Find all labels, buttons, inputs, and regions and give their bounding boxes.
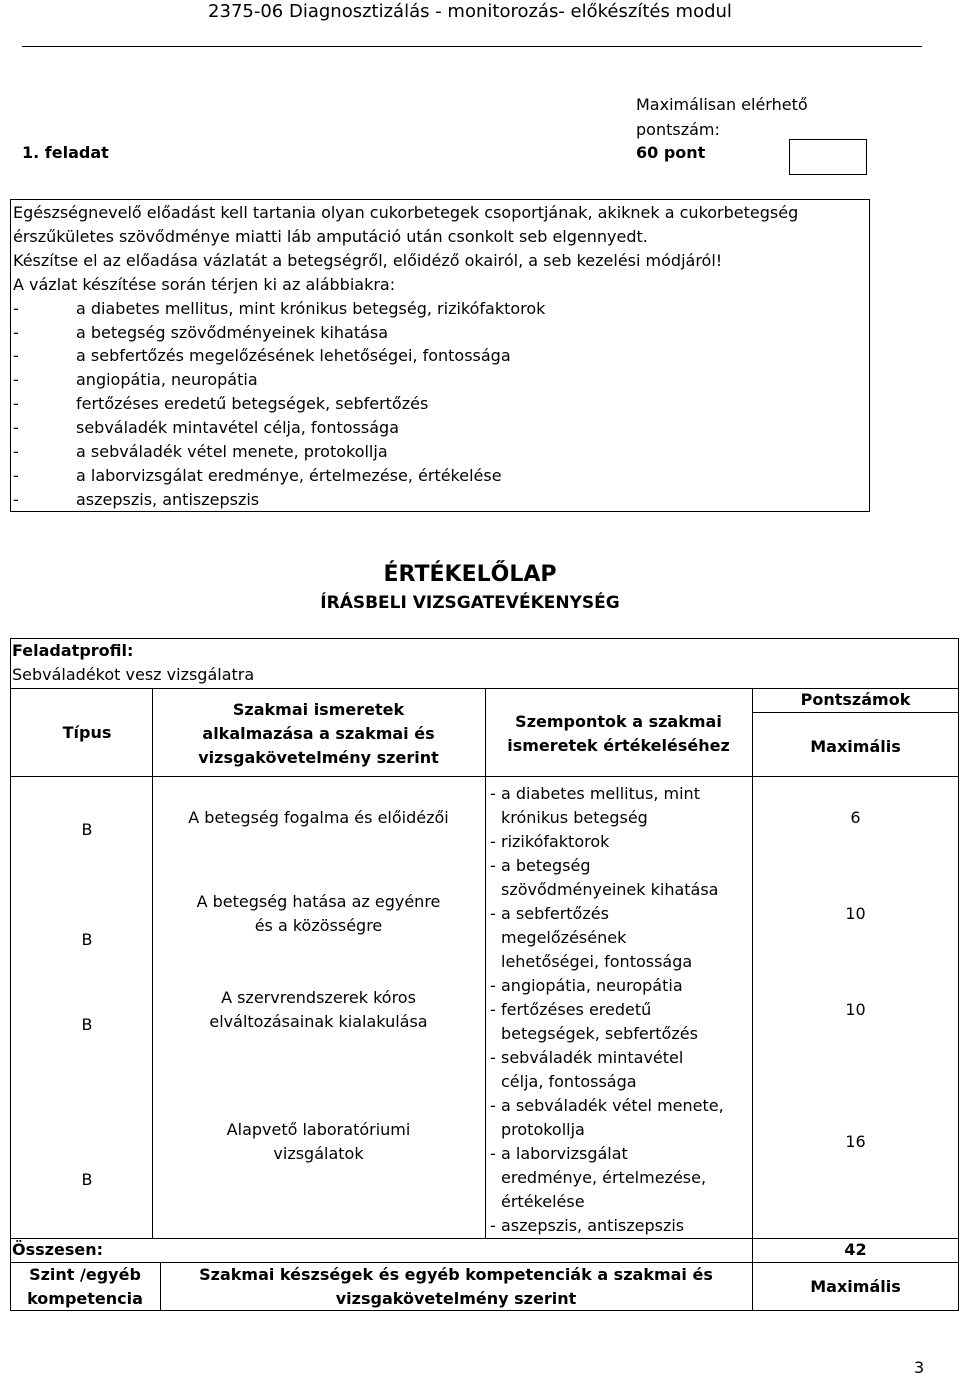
- criteria-text: rizikófaktorok: [501, 832, 610, 851]
- criteria-text: a betegség: [501, 856, 591, 875]
- row-type: B: [81, 1170, 93, 1189]
- criteria-text: a sebváladék vétel menete,: [501, 1096, 724, 1115]
- knowledge-line: vizsgálatok: [273, 1144, 364, 1163]
- row-type: B: [81, 1015, 93, 1034]
- row-type: B: [81, 930, 93, 949]
- bullet-marker: -: [13, 322, 19, 342]
- bullet-marker: -: [13, 346, 19, 366]
- criteria-line: [490, 1070, 724, 1094]
- profile-label: Feladatprofil:: [12, 641, 134, 660]
- criteria-line: [490, 782, 724, 806]
- bullet-text: angiopátia, neuropátia: [76, 370, 258, 390]
- column-header-line: vizsgakövetelmény szerint: [198, 748, 439, 767]
- bullet-text: a sebfertőzés megelőzésének lehetőségei, fontossága: [76, 346, 511, 366]
- criteria-line: [490, 926, 724, 950]
- bullet-text: a sebváladék vétel menete, protokollja: [76, 442, 388, 462]
- criteria-marker: -: [490, 1216, 496, 1235]
- row-knowledge: [152, 1118, 485, 1166]
- criteria-line: [490, 1142, 724, 1166]
- row-max-points: 10: [845, 1000, 866, 1019]
- footer-max-header: Maximális: [810, 1277, 901, 1296]
- max-points-label-line2: pontszám:: [636, 120, 720, 139]
- bullet-marker: -: [13, 394, 19, 414]
- bullet-item: [13, 321, 867, 345]
- criteria-line: [490, 1022, 724, 1046]
- header-rule: [22, 46, 922, 47]
- footer-level-header: [10, 1263, 160, 1311]
- criteria-line: [490, 1166, 724, 1190]
- column-header-knowledge: [152, 698, 485, 770]
- row-max-points: 6: [850, 808, 861, 827]
- bullet-text: a betegség szövődményeinek kihatása: [76, 322, 389, 342]
- table-border-left: [10, 638, 11, 1311]
- row-max-points: 16: [845, 1132, 866, 1151]
- bullet-text: a laborvizsgálat eredménye, értelmezése, értékelése: [76, 465, 502, 485]
- criteria-line: [490, 1094, 724, 1118]
- task-number: 1. feladat: [22, 143, 109, 162]
- criteria-line: [490, 902, 724, 926]
- footer-level-line: kompetencia: [27, 1289, 143, 1308]
- knowledge-line: A betegség fogalma és előidézői: [188, 808, 449, 827]
- bullet-marker: -: [13, 465, 19, 485]
- criteria-text: aszepszis, antiszepszis: [501, 1216, 685, 1235]
- criteria-text: krónikus betegség: [501, 808, 648, 827]
- row-type: B: [81, 820, 93, 839]
- footer-level-line: Szint /egyéb: [29, 1265, 141, 1284]
- criteria-line: [490, 974, 724, 998]
- criteria-marker: -: [490, 832, 496, 851]
- criteria-marker: -: [490, 976, 496, 995]
- criteria-line: [490, 950, 724, 974]
- criteria-marker: -: [490, 856, 496, 875]
- description-line: A vázlat készítése során térjen ki az alábbiakra:: [13, 274, 396, 294]
- criteria-text: a laborvizsgálat: [501, 1144, 628, 1163]
- column-header-line: ismeretek értékeléséhez: [507, 736, 730, 755]
- profile-value: Sebváladékot vesz vizsgálatra: [12, 665, 255, 684]
- footer-skills-line: vizsgakövetelmény szerint: [335, 1289, 577, 1308]
- criteria-text: szövődményeinek kihatása: [501, 880, 719, 899]
- points-header-divider: [752, 712, 959, 713]
- knowledge-line: elváltozásainak kialakulása: [209, 1012, 428, 1031]
- column-header-line: Szakmai ismeretek: [232, 700, 405, 719]
- bullet-text: a diabetes mellitus, mint krónikus betegség, rizikófaktorok: [76, 298, 546, 318]
- evaluation-subtitle: ÍRÁSBELI VIZSGATEVÉKENYSÉG: [320, 593, 620, 613]
- criteria-text: eredménye, értelmezése,: [501, 1168, 707, 1187]
- bullet-marker: -: [13, 370, 19, 390]
- criteria-text: célja, fontossága: [501, 1072, 637, 1091]
- criteria-line: [490, 998, 724, 1022]
- criteria-marker: -: [490, 1048, 496, 1067]
- knowledge-line: Alapvető laboratóriumi: [226, 1120, 411, 1139]
- bullet-item: [13, 297, 867, 321]
- criteria-line: [490, 1046, 724, 1070]
- total-value: 42: [844, 1240, 867, 1259]
- criteria-text: lehetőségei, fontossága: [501, 952, 693, 971]
- max-points-label-line1: Maximálisan elérhető: [636, 95, 808, 114]
- footer-skills-line: Szakmai készségek és egyéb kompetenciák a szakmai és: [199, 1265, 713, 1284]
- knowledge-line: A szervrendszerek kóros: [221, 988, 416, 1007]
- bullet-item: [13, 416, 867, 440]
- criteria-text: protokollja: [501, 1120, 585, 1139]
- column-header-max: Maximális: [810, 737, 901, 756]
- criteria-marker: -: [490, 904, 496, 923]
- row-knowledge: [152, 806, 485, 830]
- footer-skills-header: [160, 1263, 752, 1311]
- criteria-line: [490, 806, 724, 830]
- column-header-line: Szempontok a szakmai: [515, 712, 722, 731]
- score-box: [789, 139, 867, 175]
- bullet-item: [13, 464, 867, 488]
- page-number: 3: [914, 1358, 925, 1377]
- knowledge-line: és a közösségre: [254, 916, 383, 935]
- bullet-marker: -: [13, 298, 19, 318]
- criteria-text: betegségek, sebfertőzés: [501, 1024, 698, 1043]
- total-label: Összesen:: [12, 1240, 103, 1259]
- criteria-text: a sebfertőzés: [501, 904, 609, 923]
- criteria-line: [490, 830, 724, 854]
- bullet-marker: -: [13, 442, 19, 462]
- criteria-list: [490, 782, 724, 1238]
- criteria-line: [490, 878, 724, 902]
- table-border-top: [10, 638, 959, 639]
- criteria-marker: -: [490, 784, 496, 803]
- bullet-text: fertőzéses eredetű betegségek, sebfertőzés: [76, 394, 429, 414]
- criteria-line: [490, 1118, 724, 1142]
- bullet-item: [13, 392, 867, 416]
- criteria-marker: -: [490, 1096, 496, 1115]
- max-points-value: 60 pont: [636, 143, 706, 162]
- column-header-line: alkalmazása a szakmai és: [202, 724, 435, 743]
- module-header: 2375-06 Diagnosztizálás - monitorozás- előkészítés modul: [208, 1, 732, 22]
- description-line: Készítse el az előadása vázlatát a betegségről, előidéző okairól, a seb kezelési módjáról!: [13, 250, 723, 270]
- bullet-item: [13, 440, 867, 464]
- description-line: Egészségnevelő előadást kell tartania olyan cukorbetegek csoportjának, akiknek a cukorbetegség: [13, 203, 799, 222]
- criteria-line: [490, 1190, 724, 1214]
- column-divider: [485, 688, 486, 1238]
- bullet-item: [13, 368, 867, 392]
- knowledge-line: A betegség hatása az egyénre: [196, 892, 441, 911]
- criteria-text: megelőzésének: [501, 928, 627, 947]
- bullet-item: [13, 488, 867, 512]
- evaluation-title: ÉRTÉKELŐLAP: [383, 562, 557, 587]
- bullet-marker: -: [13, 418, 19, 438]
- criteria-text: fertőzéses eredetű: [501, 1000, 652, 1019]
- criteria-text: értékelése: [501, 1192, 585, 1211]
- criteria-text: sebváladék mintavétel: [501, 1048, 684, 1067]
- criteria-line: [490, 1214, 724, 1238]
- criteria-text: angiopátia, neuropátia: [501, 976, 683, 995]
- criteria-marker: -: [490, 1144, 496, 1163]
- column-header-criteria: [485, 710, 752, 758]
- bullet-text: aszepszis, antiszepszis: [76, 489, 260, 509]
- bullet-text: sebváladék mintavétel célja, fontossága: [76, 418, 399, 438]
- row-max-points: 10: [845, 904, 866, 923]
- criteria-marker: -: [490, 1000, 496, 1019]
- description-line: érszűkületes szövődménye miatti láb amputáció után csonkolt seb elgennyedt.: [13, 226, 648, 246]
- criteria-text: a diabetes mellitus, mint: [501, 784, 700, 803]
- row-knowledge: [152, 986, 485, 1034]
- criteria-line: [490, 854, 724, 878]
- bullet-marker: -: [13, 489, 19, 509]
- bullet-item: [13, 344, 867, 368]
- row-knowledge: [152, 890, 485, 938]
- column-header-points: Pontszámok: [800, 690, 911, 709]
- column-header-type: Típus: [62, 723, 112, 742]
- task-description-box: [10, 199, 870, 512]
